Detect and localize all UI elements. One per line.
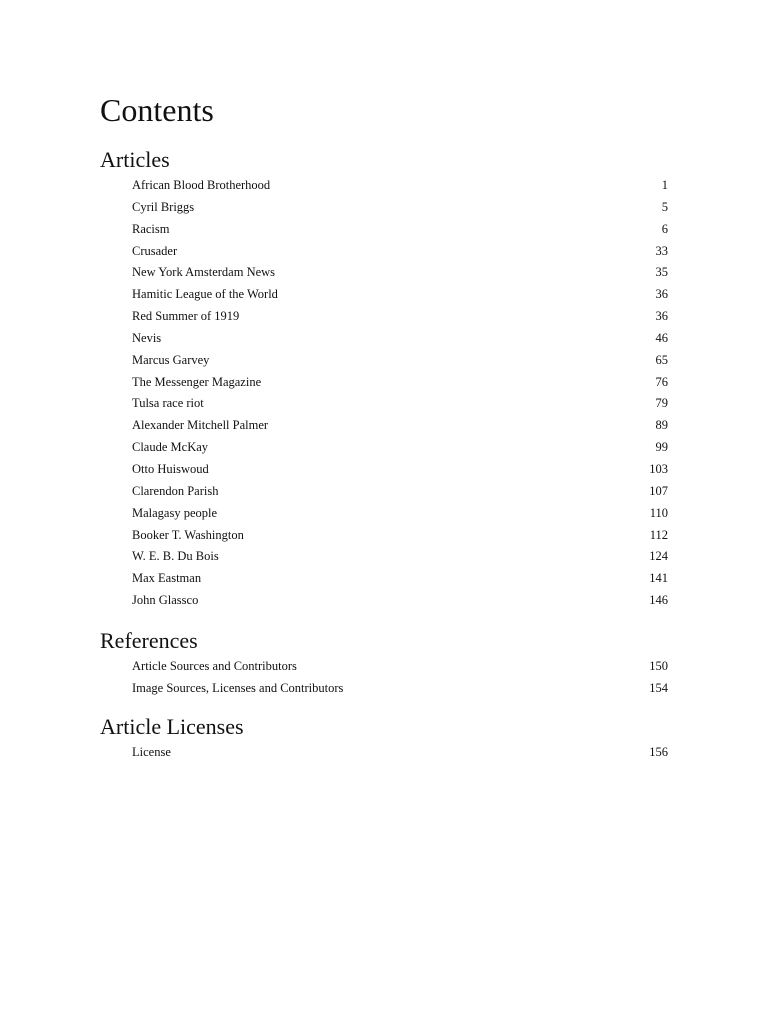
entry-page-number: 5 [661,199,668,214]
entry-page-number: 79 [655,396,668,411]
entry-title: Article Sources and Contributors [132,659,297,673]
entry-title: Crusader [132,243,178,258]
entry-page-number: 33 [655,243,668,258]
entry-title: Claude McKay [132,440,209,455]
entry-title: Malagasy people [132,505,218,520]
section-heading: Article Licenses [100,714,244,739]
section-articles [100,145,668,612]
toc-entry[interactable] [100,306,668,328]
entry-page-number: 154 [649,680,668,695]
toc-entry[interactable] [100,525,668,547]
entry-list [100,175,668,612]
toc-entry[interactable] [100,678,668,700]
entry-page-number: 124 [649,549,668,564]
toc-entry[interactable] [100,262,668,284]
entry-page-number: 112 [649,527,668,542]
entry-page-number: 36 [655,309,668,324]
toc-entry[interactable] [100,328,668,350]
toc-entry[interactable] [100,372,668,394]
entry-title: Marcus Garvey [132,352,210,367]
toc-entry[interactable] [100,415,668,437]
toc-entry[interactable] [100,197,668,219]
entry-title: John Glassco [132,593,199,608]
entry-title: The Messenger Magazine [132,374,262,389]
page-title: Contents [100,92,214,128]
toc-entry[interactable] [100,241,668,263]
entry-title: African Blood Brotherhood [132,178,271,192]
entry-title: Racism [132,221,170,236]
entry-page-number: 146 [649,593,668,608]
entry-page-number: 103 [649,461,668,476]
entry-page-number: 46 [655,330,668,345]
toc-entry[interactable] [100,568,668,590]
toc-entry[interactable] [100,175,668,197]
entry-title: Red Summer of 1919 [132,309,240,324]
toc-entry[interactable] [100,437,668,459]
entry-title: Clarendon Parish [132,483,219,498]
entry-page-number: 89 [655,418,668,433]
toc-entry[interactable] [100,656,668,678]
entry-page-number: 156 [649,745,668,759]
entry-title: Nevis [132,330,162,345]
entry-title: Alexander Mitchell Palmer [132,418,269,433]
toc-entry[interactable] [100,393,668,415]
entry-title: Booker T. Washington [132,527,244,542]
entry-list [100,742,668,764]
entry-page-number: 35 [655,265,668,280]
entry-list [100,656,668,700]
toc-entry[interactable] [100,459,668,481]
toc-entry[interactable] [100,350,668,372]
entry-page-number: 150 [649,659,668,673]
toc-entry[interactable] [100,219,668,241]
toc-entry[interactable] [100,481,668,503]
toc-entry[interactable] [100,503,668,525]
entry-page-number: 141 [649,571,668,586]
entry-title: New York Amsterdam News [132,265,276,280]
entry-title: License [132,745,171,759]
toc-entry[interactable] [100,284,668,306]
entry-page-number: 1 [661,178,668,192]
entry-page-number: 110 [649,505,668,520]
entry-page-number: 36 [655,287,668,302]
entry-page-number: 107 [649,483,668,498]
entry-title: Hamitic League of the World [132,287,278,302]
entry-page-number: 99 [655,440,668,455]
entry-title: Max Eastman [132,571,202,586]
entry-page-number: 76 [655,374,668,389]
entry-title: W. E. B. Du Bois [132,549,219,564]
entry-page-number: 65 [655,352,668,367]
toc-entry[interactable] [100,742,668,764]
section-article-licenses [100,712,668,764]
entry-title: Otto Huiswoud [132,461,209,476]
toc-entry[interactable] [100,546,668,568]
entry-title: Image Sources, Licenses and Contributors [132,680,344,695]
toc-entry[interactable] [100,590,668,612]
section-heading: References [100,628,198,653]
entry-page-number: 6 [661,221,668,236]
section-references [100,626,668,700]
entry-title: Tulsa race riot [132,396,204,411]
section-heading: Articles [100,147,170,172]
entry-title: Cyril Briggs [132,199,195,214]
